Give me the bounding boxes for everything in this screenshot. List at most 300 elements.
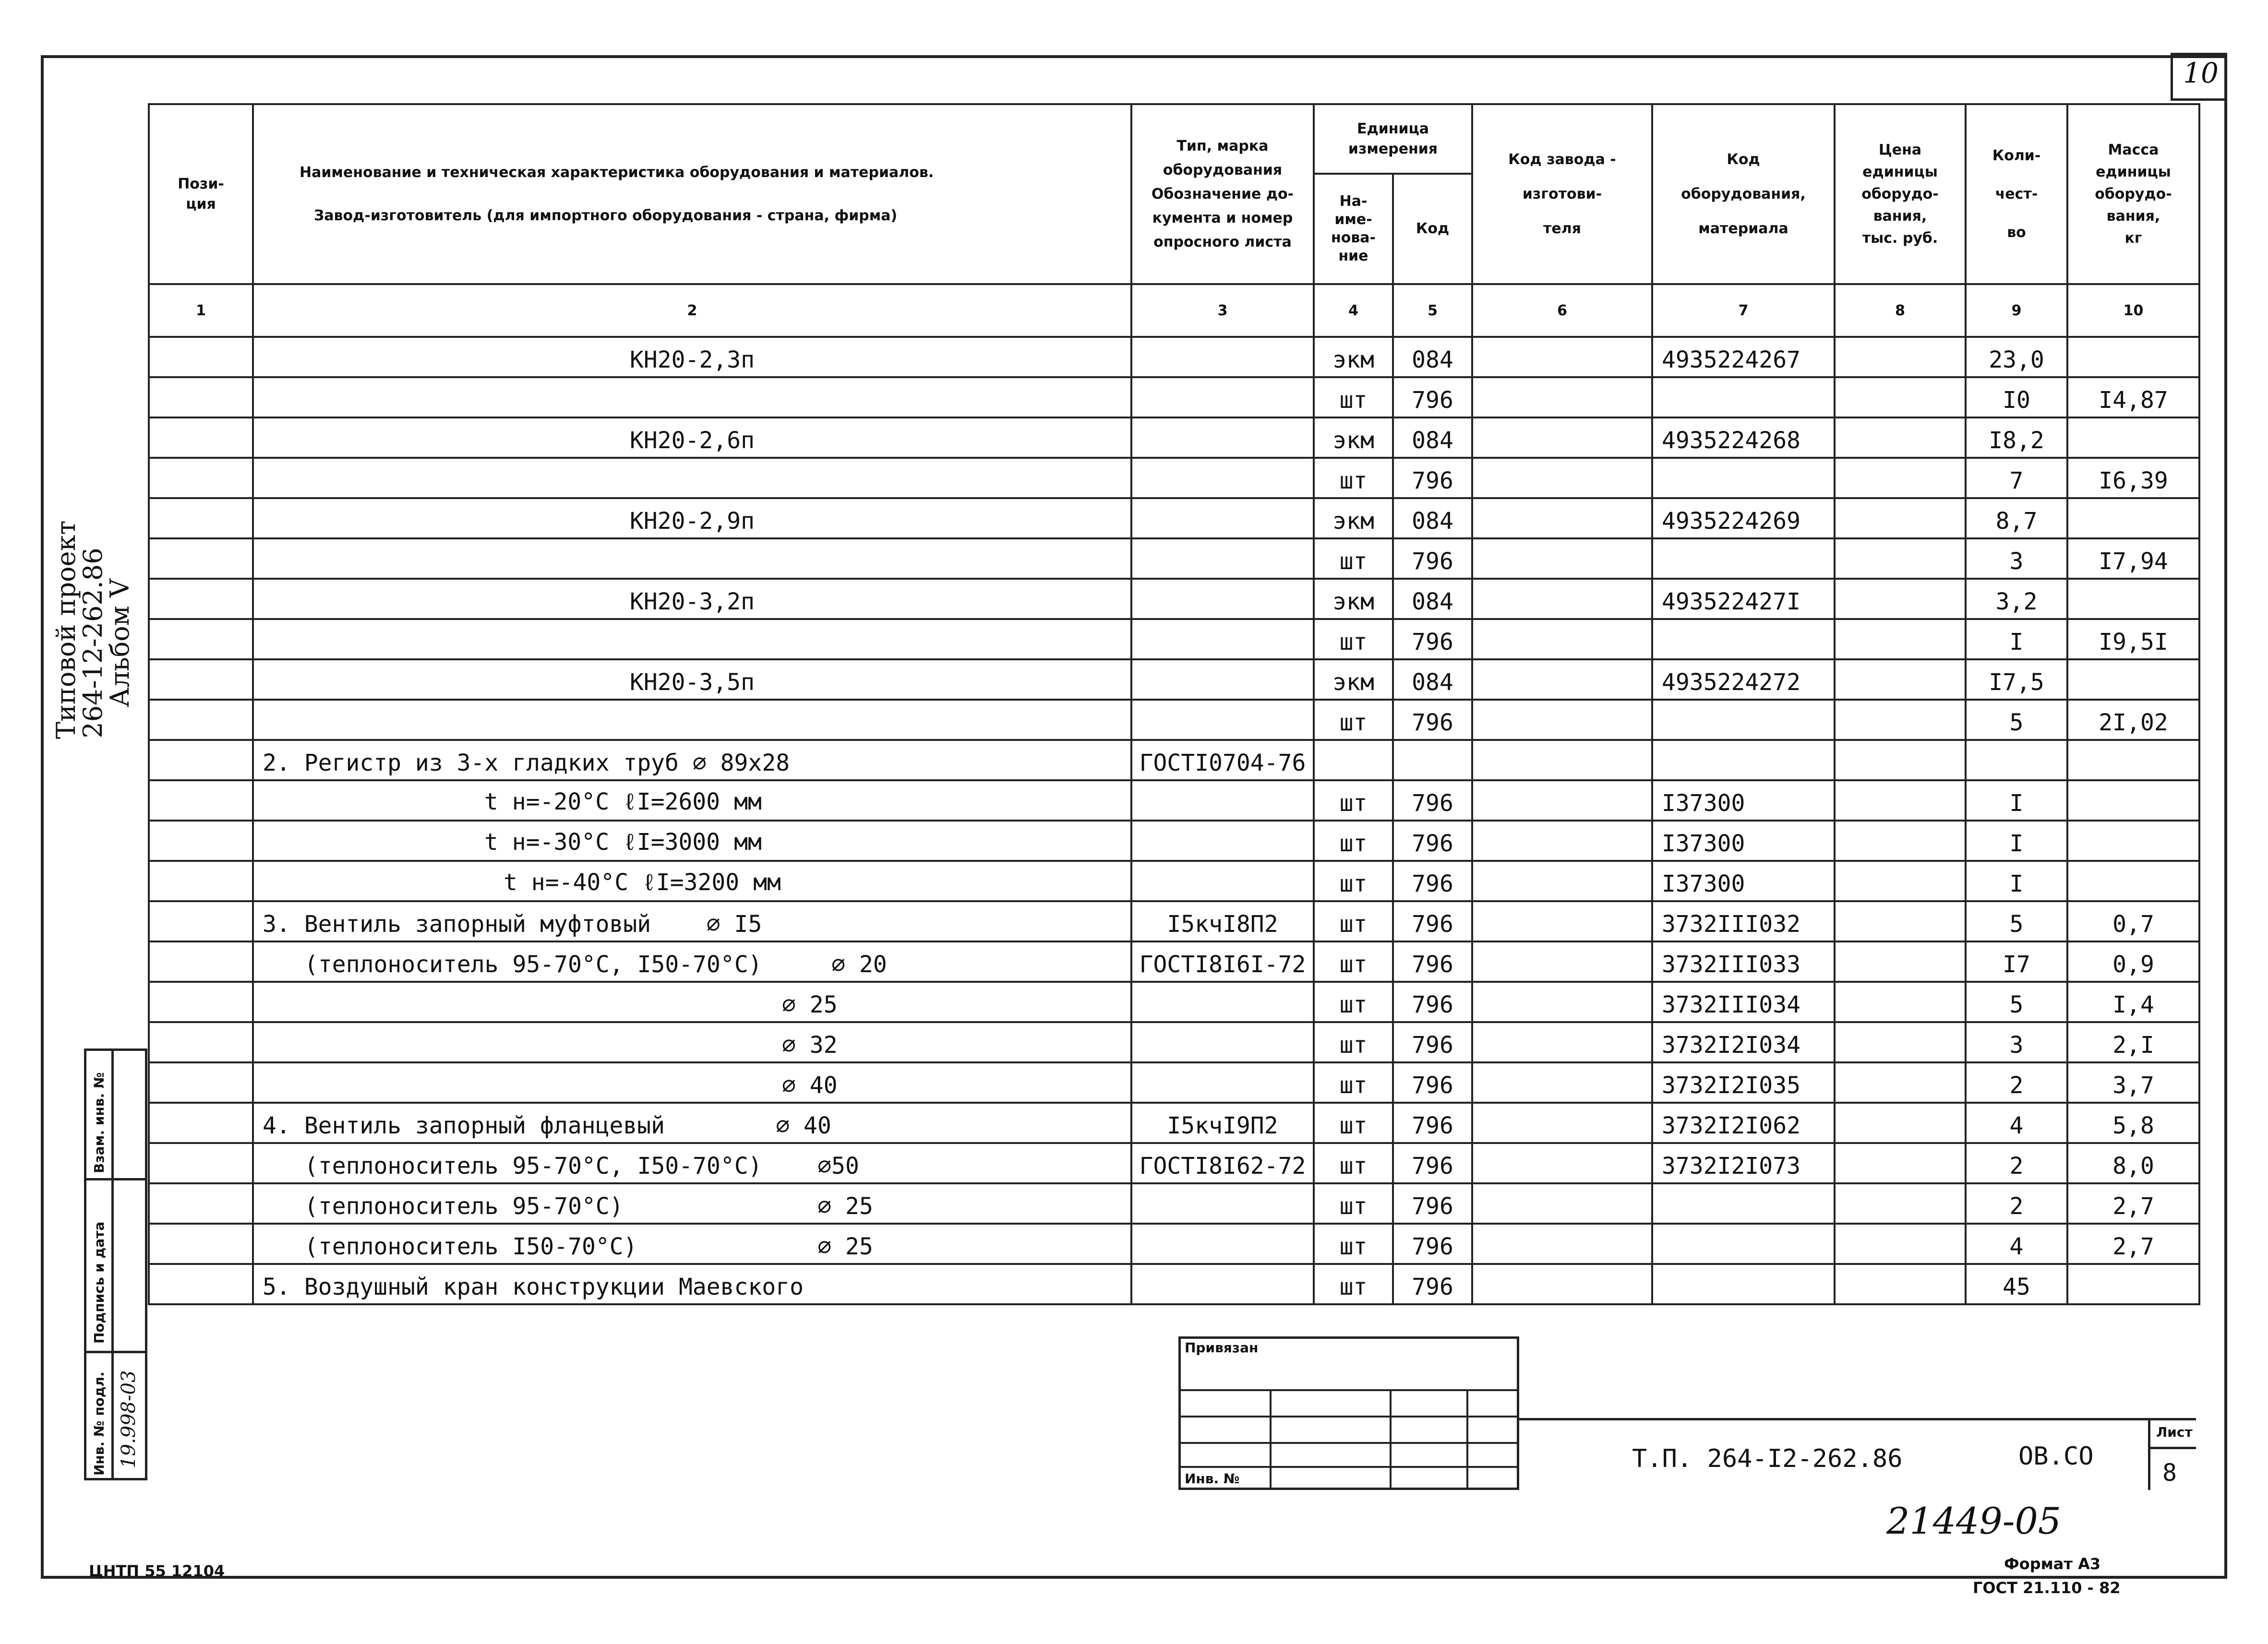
cell-position	[149, 498, 253, 538]
cell-code: 796	[1393, 1022, 1472, 1062]
cell-mass	[2067, 659, 2199, 700]
cell-factory	[1472, 780, 1652, 821]
table-row	[149, 579, 2199, 619]
cell-position	[149, 1183, 253, 1224]
cell-code: 796	[1393, 1103, 1472, 1143]
cell-code: 796	[1393, 821, 1472, 861]
cell-code: 084	[1393, 498, 1472, 538]
archive-number: 21449-05	[1886, 1500, 2062, 1542]
header-quantity: Коли- чест- во	[1966, 104, 2067, 284]
cell-name: КН20-3,2п	[253, 579, 1131, 619]
cell-name	[253, 700, 1131, 740]
header-name: Наименование и техническая характеристика оборудования и материалов. Завод-изготовитель (для импортного оборудования - страна, фирма)	[253, 104, 1131, 284]
col-number: 1	[149, 284, 253, 337]
cell-position	[149, 861, 253, 901]
cell-doc	[1131, 700, 1314, 740]
cell-factory	[1472, 1022, 1652, 1062]
cell-mat: 3732I2I035	[1652, 1062, 1835, 1103]
col-number: 7	[1652, 284, 1835, 337]
cell-position	[149, 1143, 253, 1183]
cell-mat	[1652, 1183, 1835, 1224]
cell-position	[149, 1103, 253, 1143]
cell-position	[149, 458, 253, 498]
cell-doc	[1131, 1022, 1314, 1062]
cell-mat: 3732I2I034	[1652, 1022, 1835, 1062]
cell-price	[1835, 1264, 1966, 1304]
cell-qty: I7,5	[1966, 659, 2067, 700]
cell-price	[1835, 982, 1966, 1022]
cell-mass: 2,7	[2067, 1224, 2199, 1264]
cell-position	[149, 700, 253, 740]
cell-code: 796	[1393, 700, 1472, 740]
cell-position	[149, 941, 253, 982]
cell-unit: шт	[1314, 1224, 1393, 1264]
cell-code: 084	[1393, 579, 1472, 619]
cell-price	[1835, 417, 1966, 458]
table-row	[149, 377, 2199, 417]
table-row	[149, 861, 2199, 901]
cell-qty: I0	[1966, 377, 2067, 417]
cell-mat: 3732III032	[1652, 901, 1835, 941]
cell-mass: 3,7	[2067, 1062, 2199, 1103]
cell-price	[1835, 337, 1966, 377]
cell-code: 796	[1393, 1062, 1472, 1103]
cell-doc	[1131, 337, 1314, 377]
table-row	[149, 780, 2199, 821]
cell-name: 3. Вентиль запорный муфтовый ∅ I5	[253, 901, 1131, 941]
cell-mat	[1652, 458, 1835, 498]
table-row	[149, 740, 2199, 780]
cell-position	[149, 337, 253, 377]
cell-mass: 5,8	[2067, 1103, 2199, 1143]
cell-qty: 4	[1966, 1103, 2067, 1143]
col-number: 8	[1835, 284, 1966, 337]
cell-factory	[1472, 417, 1652, 458]
cell-doc: ГОСТI8I62-72	[1131, 1143, 1314, 1183]
cell-qty	[1966, 740, 2067, 780]
cell-unit: шт	[1314, 982, 1393, 1022]
cell-position	[149, 821, 253, 861]
document-mark: ОВ.СО	[2018, 1442, 2094, 1471]
cell-factory	[1472, 659, 1652, 700]
cell-price	[1835, 1103, 1966, 1143]
cell-code	[1393, 740, 1472, 780]
cell-price	[1835, 821, 1966, 861]
cell-qty: I	[1966, 821, 2067, 861]
cell-position	[149, 377, 253, 417]
cell-name: t н=-40°С ℓI=3200 мм	[253, 861, 1131, 901]
cell-doc	[1131, 821, 1314, 861]
cell-factory	[1472, 377, 1652, 417]
cell-code: 796	[1393, 1143, 1472, 1183]
cell-name	[253, 538, 1131, 579]
cell-code: 796	[1393, 377, 1472, 417]
inv-podl-value: 19.998-03	[118, 1370, 140, 1468]
cell-name: ∅ 32	[253, 1022, 1131, 1062]
cell-unit: шт	[1314, 861, 1393, 901]
cell-factory	[1472, 579, 1652, 619]
cell-name: t н=-30°С ℓI=3000 мм	[253, 821, 1131, 861]
cell-qty: I7	[1966, 941, 2067, 982]
cell-mass: 8,0	[2067, 1143, 2199, 1183]
table-row	[149, 659, 2199, 700]
project-code: Т.П. 264-I2-262.86	[1632, 1444, 1903, 1473]
cell-price	[1835, 458, 1966, 498]
cell-qty: I	[1966, 861, 2067, 901]
cell-doc	[1131, 538, 1314, 579]
cell-factory	[1472, 821, 1652, 861]
stamp-inv-label: Инв. №	[1185, 1471, 1240, 1487]
cell-name: 4. Вентиль запорный фланцевый ∅ 40	[253, 1103, 1131, 1143]
stamp-vline	[1270, 1389, 1272, 1490]
table-row	[149, 1224, 2199, 1264]
cell-doc	[1131, 498, 1314, 538]
cell-qty: 5	[1966, 700, 2067, 740]
cell-unit: шт	[1314, 1103, 1393, 1143]
cell-factory	[1472, 1224, 1652, 1264]
cell-name: (теплоноситель I50-70°С) ∅ 25	[253, 1224, 1131, 1264]
cell-mass	[2067, 1264, 2199, 1304]
cell-code: 796	[1393, 861, 1472, 901]
cell-unit: шт	[1314, 780, 1393, 821]
col-number: 2	[253, 284, 1131, 337]
cell-mat	[1652, 619, 1835, 659]
cell-factory	[1472, 1062, 1652, 1103]
cell-unit: шт	[1314, 941, 1393, 982]
cell-name: ∅ 40	[253, 1062, 1131, 1103]
cell-mat	[1652, 377, 1835, 417]
cell-unit: шт	[1314, 821, 1393, 861]
cell-mass	[2067, 337, 2199, 377]
col-number: 4	[1314, 284, 1393, 337]
cell-mass	[2067, 821, 2199, 861]
cell-factory	[1472, 740, 1652, 780]
cell-factory	[1472, 1264, 1652, 1304]
header-unit-code: Код	[1393, 174, 1472, 284]
cell-qty: 45	[1966, 1264, 2067, 1304]
sheet-number: 8	[2162, 1459, 2177, 1487]
cell-code: 084	[1393, 417, 1472, 458]
cell-price	[1835, 901, 1966, 941]
cell-mat: 4935224267	[1652, 337, 1835, 377]
cell-doc	[1131, 861, 1314, 901]
cell-mat: 3732III034	[1652, 982, 1835, 1022]
cell-doc	[1131, 659, 1314, 700]
podpis-data-label: Подпись и дата	[91, 1221, 107, 1344]
cell-unit: шт	[1314, 1183, 1393, 1224]
cell-unit: шт	[1314, 1062, 1393, 1103]
cell-unit: шт	[1314, 538, 1393, 579]
cell-unit: экм	[1314, 337, 1393, 377]
cell-qty: I8,2	[1966, 417, 2067, 458]
sheet-cell-divider	[2148, 1447, 2196, 1449]
cell-doc	[1131, 1224, 1314, 1264]
table-row	[149, 1264, 2199, 1304]
side-title-line3: Альбом V	[105, 579, 135, 707]
header-unit: Единица измерения	[1314, 104, 1472, 174]
table-row	[149, 417, 2199, 458]
side-title-line2: 264-12-262.86	[78, 548, 108, 739]
table-row	[149, 1022, 2199, 1062]
cell-price	[1835, 1183, 1966, 1224]
cell-position	[149, 1062, 253, 1103]
col-number: 5	[1393, 284, 1472, 337]
cell-code: 796	[1393, 538, 1472, 579]
cell-name: (теплоноситель 95-70°С, I50-70°С) ∅50	[253, 1143, 1131, 1183]
cell-name: 5. Воздушный кран конструкции Маевского	[253, 1264, 1131, 1304]
cell-doc	[1131, 579, 1314, 619]
cell-mat: 3732III033	[1652, 941, 1835, 982]
table-row	[149, 337, 2199, 377]
col-number: 6	[1472, 284, 1652, 337]
header-factory-code: Код завода - изготови- теля	[1472, 104, 1652, 284]
cell-mat: I37300	[1652, 861, 1835, 901]
cell-mass: I9,5I	[2067, 619, 2199, 659]
cell-qty: 23,0	[1966, 337, 2067, 377]
gost-label: ГОСТ 21.110 - 82	[1973, 1579, 2121, 1597]
header-unit-name: На- име- нова- ние	[1314, 174, 1393, 284]
cell-mass	[2067, 740, 2199, 780]
cell-factory	[1472, 901, 1652, 941]
table-row	[149, 1183, 2199, 1224]
cell-code: 796	[1393, 780, 1472, 821]
cell-mat: 4935224272	[1652, 659, 1835, 700]
stamp-vline	[1390, 1389, 1392, 1490]
cell-code: 796	[1393, 901, 1472, 941]
cell-name: ∅ 25	[253, 982, 1131, 1022]
cell-doc	[1131, 780, 1314, 821]
cell-unit: шт	[1314, 901, 1393, 941]
cell-doc	[1131, 458, 1314, 498]
cell-factory	[1472, 1103, 1652, 1143]
cell-unit: шт	[1314, 619, 1393, 659]
cell-mass: I7,94	[2067, 538, 2199, 579]
cell-factory	[1472, 982, 1652, 1022]
cell-mass: I,4	[2067, 982, 2199, 1022]
cell-doc	[1131, 1264, 1314, 1304]
cell-doc	[1131, 417, 1314, 458]
cell-unit: экм	[1314, 579, 1393, 619]
cell-position	[149, 538, 253, 579]
cell-mass: I6,39	[2067, 458, 2199, 498]
cell-code: 796	[1393, 941, 1472, 982]
cell-unit	[1314, 740, 1393, 780]
cell-doc	[1131, 619, 1314, 659]
col-number: 9	[1966, 284, 2067, 337]
vzam-inv-label: Взам. инв. №	[91, 1072, 107, 1173]
cell-mass	[2067, 780, 2199, 821]
cell-code: 796	[1393, 619, 1472, 659]
header-position: Пози- ция	[149, 104, 253, 284]
col-number: 3	[1131, 284, 1314, 337]
cell-position	[149, 780, 253, 821]
cell-position	[149, 1264, 253, 1304]
cell-name: КН20-2,3п	[253, 337, 1131, 377]
cell-factory	[1472, 1183, 1652, 1224]
table-row	[149, 498, 2199, 538]
cell-code: 796	[1393, 458, 1472, 498]
cell-mat: 493522427I	[1652, 579, 1835, 619]
cell-price	[1835, 740, 1966, 780]
cell-factory	[1472, 619, 1652, 659]
cell-mass: 0,7	[2067, 901, 2199, 941]
table-row	[149, 619, 2199, 659]
cell-mat	[1652, 1264, 1835, 1304]
cell-unit: шт	[1314, 1143, 1393, 1183]
cell-unit: экм	[1314, 498, 1393, 538]
cell-doc: ГОСТI0704-76	[1131, 740, 1314, 780]
cell-qty: 3	[1966, 1022, 2067, 1062]
cell-position	[149, 901, 253, 941]
cell-price	[1835, 1143, 1966, 1183]
cell-mat: I37300	[1652, 780, 1835, 821]
cell-price	[1835, 659, 1966, 700]
cell-doc	[1131, 1183, 1314, 1224]
header-mass: Масса единицы оборудо- вания, кг	[2067, 104, 2199, 284]
cell-qty: 3	[1966, 538, 2067, 579]
cell-price	[1835, 1224, 1966, 1264]
cell-factory	[1472, 1143, 1652, 1183]
cell-name	[253, 377, 1131, 417]
cell-doc: ГОСТI8I6I-72	[1131, 941, 1314, 982]
cell-position	[149, 982, 253, 1022]
printer-code: ЦНТП 55 12104	[89, 1562, 225, 1580]
cell-price	[1835, 619, 1966, 659]
cell-unit: шт	[1314, 1022, 1393, 1062]
binding-stamp-label: Привязан	[1185, 1340, 1259, 1356]
cell-mass: 2I,02	[2067, 700, 2199, 740]
cell-unit: шт	[1314, 1264, 1393, 1304]
format-label: Формат А3	[2004, 1555, 2101, 1573]
cell-price	[1835, 1062, 1966, 1103]
handwritten-sheet-number: 10	[2183, 57, 2219, 89]
side-stamp-divider	[84, 1351, 147, 1353]
cell-qty: 8,7	[1966, 498, 2067, 538]
cell-factory	[1472, 337, 1652, 377]
header-type-mark: Тип, марка оборудования Обозначение до- кумента и номер опросного листа	[1131, 104, 1314, 284]
stamp-vline	[1466, 1389, 1468, 1490]
table-row	[149, 821, 2199, 861]
cell-name: (теплоноситель 95-70°С, I50-70°С) ∅ 20	[253, 941, 1131, 982]
cell-mat	[1652, 1224, 1835, 1264]
cell-name: 2. Регистр из 3-х гладких труб ∅ 89х28	[253, 740, 1131, 780]
cell-mat: 4935224269	[1652, 498, 1835, 538]
cell-price	[1835, 377, 1966, 417]
header-price: Цена единицы оборудо- вания, тыс. руб.	[1835, 104, 1966, 284]
cell-factory	[1472, 941, 1652, 982]
table-row	[149, 1143, 2199, 1183]
cell-mat: 4935224268	[1652, 417, 1835, 458]
cell-doc	[1131, 377, 1314, 417]
sheet-label: Лист	[2156, 1424, 2193, 1440]
table-row	[149, 538, 2199, 579]
cell-position	[149, 417, 253, 458]
cell-code: 084	[1393, 659, 1472, 700]
cell-qty: 3,2	[1966, 579, 2067, 619]
cell-code: 796	[1393, 982, 1472, 1022]
cell-code: 796	[1393, 1264, 1472, 1304]
cell-mass	[2067, 417, 2199, 458]
cell-mat: 3732I2I062	[1652, 1103, 1835, 1143]
cell-name: (теплоноситель 95-70°С) ∅ 25	[253, 1183, 1131, 1224]
cell-position	[149, 740, 253, 780]
cell-name: t н=-20°С ℓI=2600 мм	[253, 780, 1131, 821]
cell-mat	[1652, 740, 1835, 780]
cell-doc: I5кчI9П2	[1131, 1103, 1314, 1143]
cell-mass	[2067, 498, 2199, 538]
table-row	[149, 941, 2199, 982]
cell-doc	[1131, 982, 1314, 1022]
cell-qty: I	[1966, 780, 2067, 821]
cell-mass	[2067, 861, 2199, 901]
cell-doc: I5кчI8П2	[1131, 901, 1314, 941]
cell-position	[149, 619, 253, 659]
table-row	[149, 700, 2199, 740]
cell-qty: 2	[1966, 1183, 2067, 1224]
specification-body	[149, 337, 2199, 1304]
cell-factory	[1472, 861, 1652, 901]
cell-mat	[1652, 538, 1835, 579]
cell-name	[253, 619, 1131, 659]
table-row	[149, 982, 2199, 1022]
cell-price	[1835, 941, 1966, 982]
inv-podl-label: Инв. № подл.	[91, 1371, 107, 1476]
cell-unit: шт	[1314, 458, 1393, 498]
cell-price	[1835, 538, 1966, 579]
table-row	[149, 458, 2199, 498]
cell-qty: I	[1966, 619, 2067, 659]
specification-table	[148, 103, 2200, 1305]
side-stamp-divider	[84, 1178, 147, 1180]
table-row	[149, 901, 2199, 941]
table-row	[149, 1103, 2199, 1143]
cell-unit: шт	[1314, 700, 1393, 740]
cell-factory	[1472, 538, 1652, 579]
cell-name: КН20-2,9п	[253, 498, 1131, 538]
cell-mat: I37300	[1652, 821, 1835, 861]
cell-price	[1835, 861, 1966, 901]
cell-code: 796	[1393, 1224, 1472, 1264]
cell-position	[149, 659, 253, 700]
side-title-line1: Типовой проект	[51, 520, 81, 739]
cell-mat: 3732I2I073	[1652, 1143, 1835, 1183]
cell-factory	[1472, 498, 1652, 538]
cell-qty: 2	[1966, 1062, 2067, 1103]
cell-price	[1835, 579, 1966, 619]
cell-qty: 2	[1966, 1143, 2067, 1183]
cell-qty: 5	[1966, 982, 2067, 1022]
cell-price	[1835, 1022, 1966, 1062]
cell-mass: 2,7	[2067, 1183, 2199, 1224]
cell-price	[1835, 498, 1966, 538]
cell-position	[149, 579, 253, 619]
cell-unit: экм	[1314, 417, 1393, 458]
cell-qty: 5	[1966, 901, 2067, 941]
cell-doc	[1131, 1062, 1314, 1103]
cell-name	[253, 458, 1131, 498]
side-title	[51, 520, 135, 739]
table-row	[149, 1062, 2199, 1103]
cell-factory	[1472, 700, 1652, 740]
cell-code: 084	[1393, 337, 1472, 377]
column-number-row	[149, 284, 2199, 337]
cell-name: КН20-3,5п	[253, 659, 1131, 700]
cell-unit: экм	[1314, 659, 1393, 700]
cell-name: КН20-2,6п	[253, 417, 1131, 458]
cell-mass	[2067, 579, 2199, 619]
cell-price	[1835, 780, 1966, 821]
cell-factory	[1472, 458, 1652, 498]
